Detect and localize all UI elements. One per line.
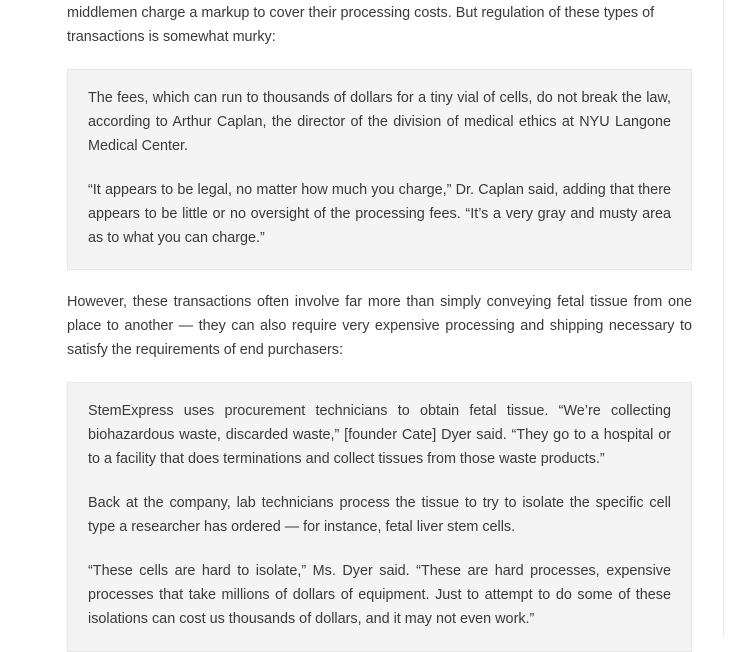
quote-paragraph: StemExpress uses procurement technicians to obtain fetal tissue. “We’re collecting biohazardous waste, discarded waste,” [founder Cate] Dyer said. “They go to a hospital or to a facility that does terminations and collect tissues from those waste products.” (88, 403, 671, 467)
intro-line-2: transactions is somewhat murky: (67, 29, 276, 45)
sidebar-divider (723, 0, 724, 637)
quote-paragraph: The fees, which can run to thousands of dollars for a tiny vial of cells, do not break the law, according to Arthur Caplan, the director of the division of medical ethics at NYU Langone Medical Center. (88, 90, 671, 154)
blockquote-fees (67, 69, 692, 270)
blockquote-stemexpress (67, 382, 692, 652)
body-paragraph: However, these transactions often involve far more than simply conveying fetal tissue from one place to another — they can also require very expensive processing and shipping necessary to satisfy the requirements of end purchasers: (67, 294, 692, 358)
quote-paragraph: “These cells are hard to isolate,” Ms. Dyer said. “These are hard processes, expensive processes that take millions of dollars of equipment. Just to attempt to do some of these isolations can cost us thousands of dollars, and it may not even work.” (88, 563, 671, 627)
quote-paragraph: “It appears to be legal, no matter how much you charge,” Dr. Caplan said, adding that there appears to be little or no oversight of the processing fees. “It’s a very gray and musty area as to what you can charge.” (88, 182, 671, 246)
quote-paragraph: Back at the company, lab technicians process the tissue to try to isolate the specific cell type a researcher has ordered — for instance, fetal liver stem cells. (88, 495, 671, 535)
intro-line-1: middlemen charge a markup to cover their processing costs. But regulation of these types of (67, 5, 655, 21)
article-body (67, 0, 692, 627)
